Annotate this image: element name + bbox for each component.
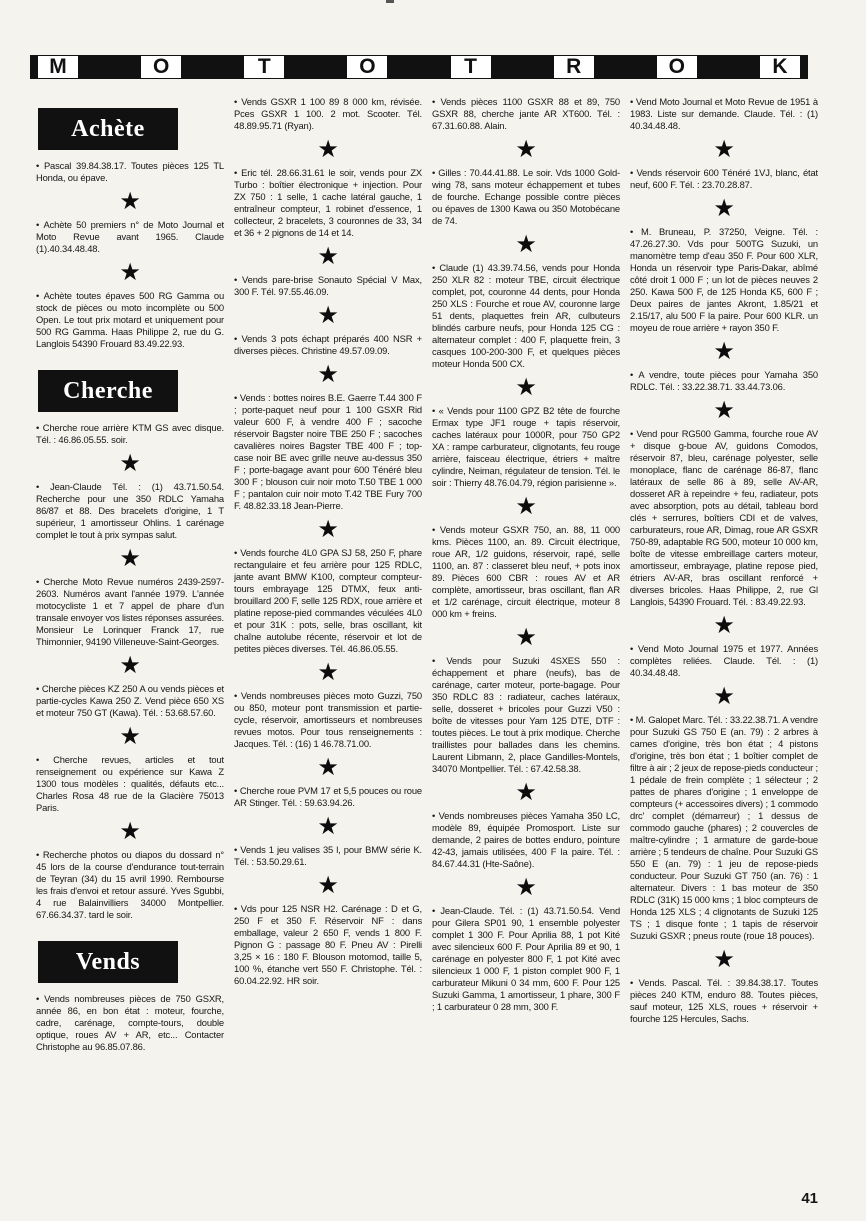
star-separator-icon: ★ bbox=[713, 337, 735, 365]
star-separator-icon: ★ bbox=[515, 230, 537, 258]
classified-ad: • Vends nombreuses pièces Yamaha 350 LC, modèle 89, équipée Promosport. Liste sur demande, 2 paires de bottes enduro, pointure 42-43, jamais utilisées, 400 F la paire. Tél. : 84.67.44.31 (Hte-Saône). bbox=[432, 810, 620, 870]
classified-ad: • Vends. Pascal. Tél. : 39.84.38.17. Toutes pièces 240 KTM, enduro 88. Toutes pièces, sauf moteur, 125 XLS, roues + réservoir + fourche 125 Hercules, Sachs. bbox=[630, 977, 818, 1025]
classified-ad: • Pascal 39.84.38.17. Toutes pièces 125 TL Honda, ou épave. bbox=[36, 160, 224, 184]
star-separator-icon: ★ bbox=[317, 135, 339, 163]
star-separator-icon: ★ bbox=[515, 623, 537, 651]
classified-ad: • Vends moteur GSXR 750, an. 88, 11 000 kms. Pièces 1100, an. 89. Circuit électrique, roue AR, 1/2 guidons, réservoir, rapé, selle 1100, an. 87 : classeret bleu neuf, + pots inox 89. Pièces 600 CBR : roues AV et AR complète, amortisseur, bras oscillant, flan AR et 1/2 carénage, circuit électrique, moteur 8 000 km + freins. bbox=[432, 524, 620, 620]
page-number: 41 bbox=[801, 1190, 818, 1207]
classified-ad: • Vends pour Suzuki 4SXES 550 : échappement et phare (neufs), bas de carénage, carter moteur, porte-bagage. Pour 350 RDLC 83 : radiateur, caches latéraux, selle, dosseret + bricoles pour Guzzi V50 : boîte de vitesses pour Yam 125 DTE, DTF : toutes pièces. Le tout à prix modique. Cherche traillistes pour ballades dans les chemins. Laurent Libmann, 2, place Gandilles-Montels, 34070 Montpellier. Tél. : 67.42.58.38. bbox=[432, 655, 620, 775]
star-separator-icon: ★ bbox=[119, 187, 141, 215]
column-2 bbox=[234, 96, 422, 1176]
classified-ad: • « Vends pour 1100 GPZ B2 tête de fourche Ermax type JF1 rouge + tapis réservoir, caches latéraux pour 1000R, pour 750 GP2 XA : rampe carburateur, clignotants, feu rouge arrière, faisceau électrique, étriers + maître cylindre, Neiman, régulateur de tension. Tél. le soir : Thierry 48.76.04.79, région parisienne ». bbox=[432, 405, 620, 489]
star-separator-icon: ★ bbox=[515, 492, 537, 520]
classified-ad: • Cherche Moto Revue numéros 2439-2597-2603. Numéros avant l'année 1979. L'année motocycliste 1 et 7 appel de phare d'un transale envoyer vos listes réponses assurées. Monsieur Le Lorinquer Franck 17, rue Thimonnier, 94190 Villeneuve-Saint-Georges. bbox=[36, 576, 224, 648]
star-separator-icon: ★ bbox=[119, 544, 141, 572]
classified-ad: • Vend Moto Journal et Moto Revue de 1951 à 1983. Liste sur demande. Claude. Tél. : (1) 40.34.48.48. bbox=[630, 96, 818, 132]
classified-ad: • Vends pare-brise Sonauto Spécial V Max, 300 F. Tél. 97.55.46.09. bbox=[234, 274, 422, 298]
section-heading-sell: Vends bbox=[38, 941, 178, 983]
classified-ad: • Cherche roue arrière KTM GS avec disque. Tél. : 46.86.05.55. soir. bbox=[36, 422, 224, 446]
star-separator-icon: ★ bbox=[713, 135, 735, 163]
section-heading-search: Cherche bbox=[38, 370, 178, 412]
classified-ad: • Vends nombreuses pièces moto Guzzi, 750 ou 850, moteur pont transmission et partie-cycle, réservoir, amortisseurs et nombreuses revues motos. Pour tous renseignements : Jacques. Tél. : (16) 1 46.78.71.00. bbox=[234, 690, 422, 750]
print-mark bbox=[386, 0, 394, 3]
star-separator-icon: ★ bbox=[317, 242, 339, 270]
classified-ad: • M. Bruneau, P. 37250, Veigne. Tél. : 47.26.27.30. Vds pour 500TG Suzuki, un manomètre temp d'eau 350 F. Pour 600 XLR, Honda un réservoir type Paris-Dakar, abîmé côté droit 1 000 F ; un lot de pièces neuves 2 250. Kawa 500 F, de 125 Honda K5, 600 F ; Deux paires de jantes Akront, 1.85/21 et 2.15/17, alu 500 F la paire. Pour 600 KLR. un moyeu de roue arrière + rayon 350 F. bbox=[630, 226, 818, 334]
classified-ad: • Cherche pièces KZ 250 A ou vends pièces et partie-cycles Kawa 250 Z. Vend pièce 650 XS et moteur 750 GT (Kawa). Tél. : 53.68.57.60. bbox=[36, 683, 224, 719]
star-separator-icon: ★ bbox=[317, 658, 339, 686]
section-heading-buy: Achète bbox=[38, 108, 178, 150]
classified-ad: • M. Galopet Marc. Tél. : 33.22.38.71. A vendre pour Suzuki GS 750 E (an. 79) : 2 arbres à cames d'origine, très bon état ; 4 pistons d'origine, très bon état ; 1 boîtier complet de filtre à air ; 2 jeux de repose-pieds conducteur ; 1 pédale de frein complète ; 1 sélecteur ; 2 pattes de phares d'origine ; 1 enveloppe de compteurs (+ accessoires divers) ; 1 commodo drc' complet (démarreur) ; 1 dessus de commodo gauche (phares) ; 2 couvercles de maître-cylindre ; 1 armature de garde-boue arrière ; 5 tendeurs de chaîne. Pour Suzuki GS 550 E (an. 79) : 1 jeu de repose-pieds conducteur. Pour Suzuki GT 750 (an. 76) : 1 alternateur. Divers : 1 bas moteur de 350 RDLC (31K) 15 000 kms ; 1 bloc compteurs de Honda 125 XLS ; 4 clignotants de Suzuki 125 TS ; 1 disque fonte ; 1 tapis de réservoir Suzuki GSXR ; pneus route (roue 18 pouces). bbox=[630, 714, 818, 942]
star-separator-icon: ★ bbox=[317, 871, 339, 899]
classified-ad: • Jean-Claude Tél. : (1) 43.71.50.54. Recherche pour une 350 RDLC Yamaha 86/87 et 88. Des bracelets d'origine, 1 T supérieur, 1 amortisseur Ohlins. 1 carénage complet le tout à prix sympas salut. bbox=[36, 481, 224, 541]
star-separator-icon: ★ bbox=[713, 194, 735, 222]
classified-ad: • Cherche roue PVM 17 et 5,5 pouces ou roue AR Stinger. Tél. : 59.63.94.26. bbox=[234, 785, 422, 809]
banner-letter: T bbox=[244, 56, 284, 78]
star-separator-icon: ★ bbox=[119, 817, 141, 845]
star-separator-icon: ★ bbox=[317, 360, 339, 388]
classified-ad: • Jean-Claude. Tél. : (1) 43.71.50.54. Vend pour Gilera SP01 90, 1 ensemble polyester complet 1 300 F. Pour Aprilia 88, 1 pot Kité avec silencieux 600 F. Pour Aprilia 89 et 90, 1 carénage en polyester 800 F, 1 pot Kité avec silencieux 1 000 F, 1 piston complet 900 F, 1 carburateur Mikuni 0 34 mm, 600 F. Pour 125 Suzuki Gamma, 1 amortisseur, 1 phare, 300 F ; 1 carburateur 0 28 mm, 300 F. bbox=[432, 905, 620, 1013]
star-separator-icon: ★ bbox=[515, 373, 537, 401]
banner-letter: M bbox=[38, 56, 78, 78]
star-separator-icon: ★ bbox=[317, 515, 339, 543]
classified-ad: • Achète toutes épaves 500 RG Gamma ou stock de pièces ou moto incomplète ou 500 Open. Le tout prix motard et uniquement pour 500 RG Gamma. Haas Philippe 2, rue du G. Langlois 54390 Frouard 83.49.22.93. bbox=[36, 290, 224, 350]
star-separator-icon: ★ bbox=[713, 682, 735, 710]
star-separator-icon: ★ bbox=[515, 135, 537, 163]
star-separator-icon: ★ bbox=[515, 778, 537, 806]
star-separator-icon: ★ bbox=[119, 651, 141, 679]
star-separator-icon: ★ bbox=[119, 449, 141, 477]
classified-ad: • Vends fourche 4L0 GPA SJ 58, 250 F, phare rectangulaire et feu arrière pour 125 RDLC, jante avant BMW K100, compteur compteur-tours embrayage 125 DTMX, feux anti-brouillard 200 F, selle 125 RDX, roue arrière et platine repose-pied commandes véculées 4L0 et pour 31K : pots, selle, bras oscillant, kit chaîne autolube récente, réservoir et lot de petites pièces diverses. Tél. 46.86.05.55. bbox=[234, 547, 422, 655]
star-separator-icon: ★ bbox=[713, 396, 735, 424]
classified-ad: • Vends nombreuses pièces de 750 GSXR, année 86, en bon état : moteur, fourche, cadre, carénage, compte-tours, double optique, roues AV + AR, etc... Contacter Christophe au 96.85.07.86. bbox=[36, 993, 224, 1053]
classified-ad: • Vends : bottes noires B.E. Gaerre T.44 300 F ; porte-paquet neuf pour 1 100 GSXR Rid valeur 600 F, à vendre 400 F ; sacoche réservoir Bagster noire TBE 250 F ; sacoches cavalières noires Bagster TBE 400 F ; top-case noir BE avec grille neuve au-dessus 350 F ; porte-bagage avant pour 600 Ténéré bleu 300 F ; blouson cuir noir moto T.50 TBE 1 000 F ; pantalon cuir noir moto T.42 TBE Fury 700 F. 48.82.33.18 Jean-Pierre. bbox=[234, 392, 422, 512]
classified-ad: • Recherche photos ou diapos du dossard n° 45 lors de la course d'endurance tout-terrain de Teyran (34) du 15 avril 1990. Rembourse les frais d'envoi et retour assuré. Yves Sgubbi, 4 rue Balainvilliers 34000 Montpellier. 67.66.34.37. tard le soir. bbox=[36, 849, 224, 921]
banner-letter: O bbox=[347, 56, 387, 78]
star-separator-icon: ★ bbox=[317, 753, 339, 781]
star-separator-icon: ★ bbox=[317, 812, 339, 840]
classified-ad: • Vend pour RG500 Gamma, fourche roue AV + disque g-boue AV, guidons Comodos, réservoir 87, bleu, carénage polyester, selle monoplace, flanc de carénage 86-87, flanc latéraux de selle 86 à 89, selle AV-AR, dosseret AR à repeindre + feu, radiateur, pots avec absorption, pots au détail, tableau bord clés + serrures, boîtiers CDI et de valves, carburateurs, roue AR, Dimag, roue AR GSXR 750-89, adaptable RG 500, moteur 10 000 km, boîte de vitesse embreillage carters moteur, amortisseur, embrayage, platine repose pied, étriers AV-AR, bras oscillant renforcé + diverses bricoles. Haas Philippe, 2, rue Gl Langlois, 54390 Frouard. Tél. : 83.49.22.93. bbox=[630, 428, 818, 608]
star-separator-icon: ★ bbox=[713, 945, 735, 973]
classified-ad: • Achète 50 premiers n° de Moto Journal et Moto Revue avant 1965. Claude (1).40.34.48.48. bbox=[36, 219, 224, 255]
classified-ad: • Vends réservoir 600 Ténéré 1VJ, blanc, état neuf, 600 F. Tél. : 23.70.28.87. bbox=[630, 167, 818, 191]
column-1 bbox=[36, 96, 224, 1176]
classified-ad: • Vends 1 jeu valises 35 l, pour BMW série K. Tél. : 53.50.29.61. bbox=[234, 844, 422, 868]
banner-letter: T bbox=[451, 56, 491, 78]
classified-ad: • Vends pièces 1100 GSXR 88 et 89, 750 GSXR 88, cherche jante AR XT600. Tél. : 67.31.60.88. Alain. bbox=[432, 96, 620, 132]
star-separator-icon: ★ bbox=[713, 611, 735, 639]
banner-letter: O bbox=[141, 56, 181, 78]
classified-ad: • Vends GSXR 1 100 89 8 000 km, révisée. Pces GSXR 1 100. 2 mot. Scooter. Tél. 48.89.95.71 (Ryan). bbox=[234, 96, 422, 132]
motor-rock-banner bbox=[30, 55, 808, 79]
classified-ad: • Vends 3 pots échapt préparés 400 NSR + diverses pièces. Christine 49.57.09.09. bbox=[234, 333, 422, 357]
column-3 bbox=[432, 96, 620, 1176]
classified-ad: • Eric tél. 28.66.31.61 le soir, vends pour ZX Turbo : boîtier électronique + injection. Pour ZX 750 : 1 selle, 1 cache latéral gauche, 1 entraîneur compteur, 1 robinet d'essence, 1 collecteur, 2 bracelets, 3 couronnes de 33, 34 et 36 + 2 pignons de 14 et 14. bbox=[234, 167, 422, 239]
classified-ad: • Claude (1) 43.39.74.56, vends pour Honda 250 XLR 82 : moteur TBE, circuit électrique complet, pot, couronne 44 dents, pour Honda 250 XLS : Fourche et roue AV, couronne large 51 dents, plaquettes frein AR, culbuteurs blindés carbure neufs, pour Honda 125 CG : alternateur complet : 400 F, plaquette frein, 3 casques 100-200-300 F, et quelques pièces moteur Honda 500 CX. bbox=[432, 262, 620, 370]
banner-letter: O bbox=[657, 56, 697, 78]
banner-letter: K bbox=[760, 56, 800, 78]
banner-letter: R bbox=[554, 56, 594, 78]
classified-ad: • Gilles : 70.44.41.88. Le soir. Vds 1000 Gold-wing 78, sans moteur échappement et tubes de fourche. Echange possible contre pièces ou épaves de 1300 Kawa ou 350 Motobécane de 74. bbox=[432, 167, 620, 227]
classified-ad: • Vds pour 125 NSR H2. Carénage : D et G, 250 F et 350 F. Réservoir NF : dans emballage, valeur 2 650 F, vends 1 800 F. Pignon G : passage 80 F. Pneu AV : Pirelli 3,25 × 16 : 180 F. Blouson motomod, taille 5, 100 %, étanche vert 550 F. Christophe. Tél. : 60.04.22.92. HR soir. bbox=[234, 903, 422, 987]
star-separator-icon: ★ bbox=[515, 873, 537, 901]
star-separator-icon: ★ bbox=[119, 258, 141, 286]
star-separator-icon: ★ bbox=[317, 301, 339, 329]
classified-ad: • Cherche revues, articles et tout renseignement ou expérience sur Kawa Z 1300 tous modèles : qualités, défauts etc... Charles Rosa 48 rue de la Glacière 75013 Paris. bbox=[36, 754, 224, 814]
classified-ad: • A vendre, toute pièces pour Yamaha 350 RDLC. Tél. : 33.22.38.71. 33.44.73.06. bbox=[630, 369, 818, 393]
star-separator-icon: ★ bbox=[119, 722, 141, 750]
classified-ad: • Vend Moto Journal 1975 et 1977. Années complètes reliées. Claude. Tél. : (1) 40.34.48.48. bbox=[630, 643, 818, 679]
column-4 bbox=[630, 96, 818, 1176]
